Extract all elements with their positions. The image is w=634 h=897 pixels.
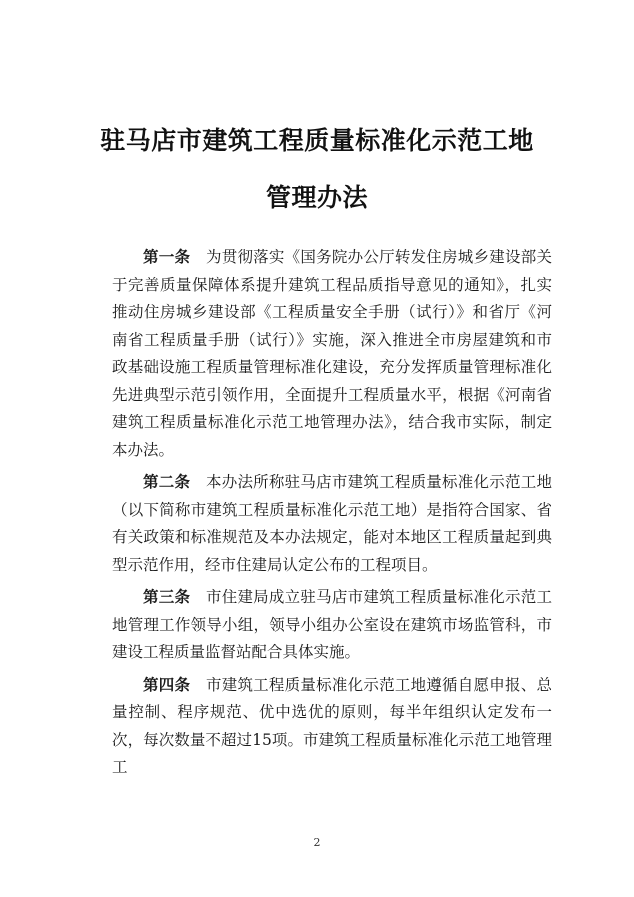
article-number: 第二条 <box>143 473 191 491</box>
article-text: 市建筑工程质量标准化示范工地遵循自愿申报、总量控制、程序规范、优中选优的原则，每半年组织认定发布一次，每次数量不超过15项。市建筑工程质量标准化示范工地管理工 <box>112 675 552 776</box>
document-title-line2: 管理办法 <box>265 183 368 212</box>
article-paragraph-3 <box>112 584 552 667</box>
article-paragraph-4 <box>112 672 552 782</box>
article-text: 本办法所称驻马店市建筑工程质量标准化示范工地（以下简称市建筑工程质量标准化示范工地）是指符合国家、省有关政策和标准规范及本办法规定，能对本地区工程质量起到典型示范作用，经市住建局认定公布的工程项目。 <box>112 473 552 574</box>
article-text: 市住建局成立驻马店市建筑工程质量标准化示范工地管理工作领导小组，领导小组办公室设在建筑市场监管科，市建设工程质量监督站配合具体实施。 <box>112 588 552 661</box>
document-body <box>112 244 552 782</box>
article-number: 第四条 <box>143 675 191 694</box>
page-number: 2 <box>313 836 321 849</box>
article-number: 第三条 <box>143 588 191 606</box>
article-number: 第一条 <box>143 248 191 266</box>
article-paragraph-1 <box>112 244 552 464</box>
article-text: 为贯彻落实《国务院办公厅转发住房城乡建设部关于完善质量保障体系提升建筑工程品质指导意见的通知》，扎实推动住房城乡建设部《工程质量安全手册（试行）》和省厅《河南省工程质量手册（试行）》实施，深入推进全市房屋建筑和市政基础设施工程质量管理标准化建设，充分发挥质量管理标准化先进典型示范引领作用，全面提升工程质量水平，根据《河南省建筑工程质量标准化示范工地管理办法》，结合我市实际，制定本办法。 <box>112 248 552 459</box>
article-paragraph-2 <box>112 469 552 579</box>
document-title-line1: 驻马店市建筑工程质量标准化示范工地 <box>100 126 534 155</box>
